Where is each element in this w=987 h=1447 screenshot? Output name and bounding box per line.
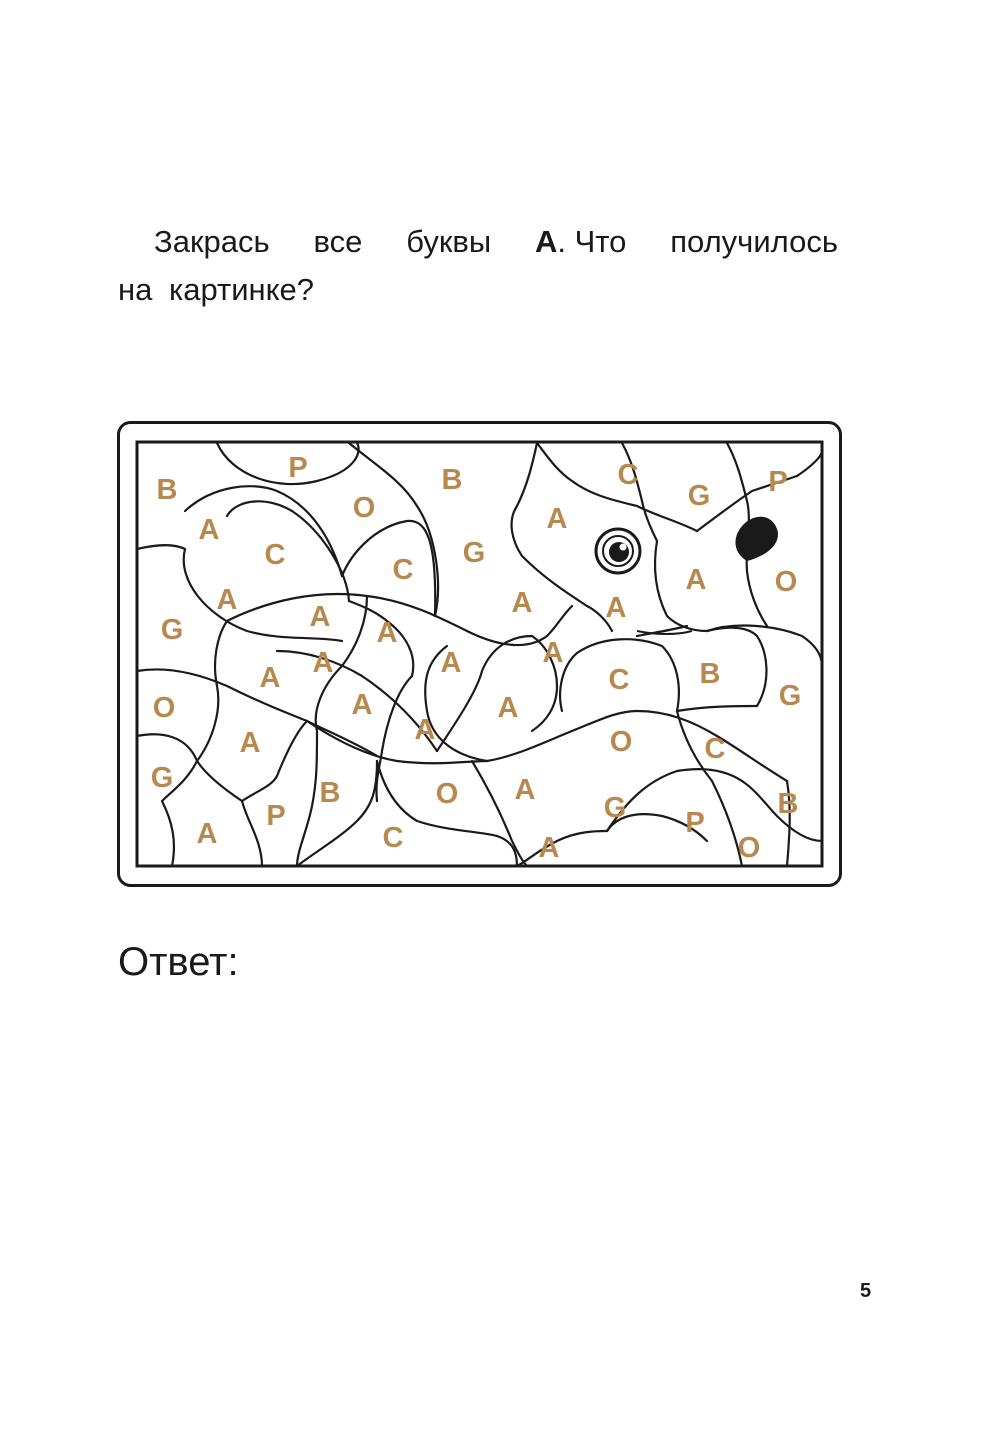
puzzle-letter: A [514, 774, 536, 806]
puzzle-letter: A [440, 647, 462, 679]
page-number: 5 [860, 1280, 872, 1302]
puzzle-letter: P [685, 807, 705, 839]
instruction-word: получилось [670, 224, 838, 259]
instruction-word: Закрась [154, 224, 270, 259]
puzzle-letter: A [511, 587, 533, 619]
puzzle-letter: A [351, 689, 373, 721]
puzzle-letter: C [392, 554, 414, 586]
instruction-line-1 [118, 218, 838, 266]
color-by-letter-puzzle [117, 421, 843, 889]
puzzle-letter: P [768, 466, 788, 498]
puzzle-letter: A [309, 601, 331, 633]
puzzle-letter: A [259, 662, 281, 694]
puzzle-letter: A [538, 832, 560, 864]
puzzle-letter: G [150, 762, 174, 794]
instruction-highlight-group [535, 218, 626, 266]
puzzle-letter: C [617, 459, 639, 491]
region-lines [137, 443, 822, 866]
outer-frame [119, 423, 841, 886]
puzzle-letter: O [352, 492, 376, 524]
puzzle-letter: B [156, 474, 178, 506]
puzzle-letter: A [198, 514, 220, 546]
puzzle-letter: P [266, 800, 286, 832]
puzzle-letter: G [160, 614, 184, 646]
puzzle-letter: C [264, 539, 286, 571]
instruction-word: буквы [406, 224, 492, 259]
puzzle-letter: A [414, 714, 436, 746]
puzzle-letter: A [196, 818, 218, 850]
puzzle-letter: A [376, 617, 398, 649]
puzzle-letter: A [605, 592, 627, 624]
instruction-line-2: на картинке? [118, 272, 315, 307]
puzzle-letter: A [312, 647, 334, 679]
instruction-word: все [313, 224, 363, 259]
puzzle-letter: A [546, 503, 568, 535]
puzzle-letter: C [608, 664, 630, 696]
puzzle-letter: O [737, 832, 761, 864]
eye-drawing [596, 529, 640, 573]
instruction-word: . Что [557, 224, 627, 259]
puzzle-letter: G [462, 537, 486, 569]
nose-drawing [735, 517, 778, 561]
instruction-text [118, 218, 838, 314]
puzzle-letter: A [239, 727, 261, 759]
puzzle-letter: B [441, 464, 463, 496]
answer-label: Ответ: [118, 940, 239, 984]
puzzle-letter: O [152, 692, 176, 724]
puzzle-letter: G [778, 680, 802, 712]
puzzle-letter: O [774, 566, 798, 598]
puzzle-letter: O [609, 726, 633, 758]
letters-layer [151, 452, 802, 864]
puzzle-letter: A [542, 637, 564, 669]
puzzle-letter: G [687, 480, 711, 512]
puzzle-letter: O [435, 778, 459, 810]
puzzle-letter: C [382, 822, 404, 854]
highlight-letter: А [535, 224, 558, 259]
puzzle-letter: A [216, 584, 238, 616]
puzzle-letter: G [603, 792, 627, 824]
puzzle-letter: C [704, 733, 726, 765]
puzzle-letter: B [319, 777, 341, 809]
puzzle-letter: A [685, 564, 707, 596]
puzzle-letter: B [777, 788, 799, 820]
puzzle-letter: B [699, 658, 721, 690]
puzzle-letter: A [497, 692, 519, 724]
puzzle-letter: P [288, 452, 308, 484]
